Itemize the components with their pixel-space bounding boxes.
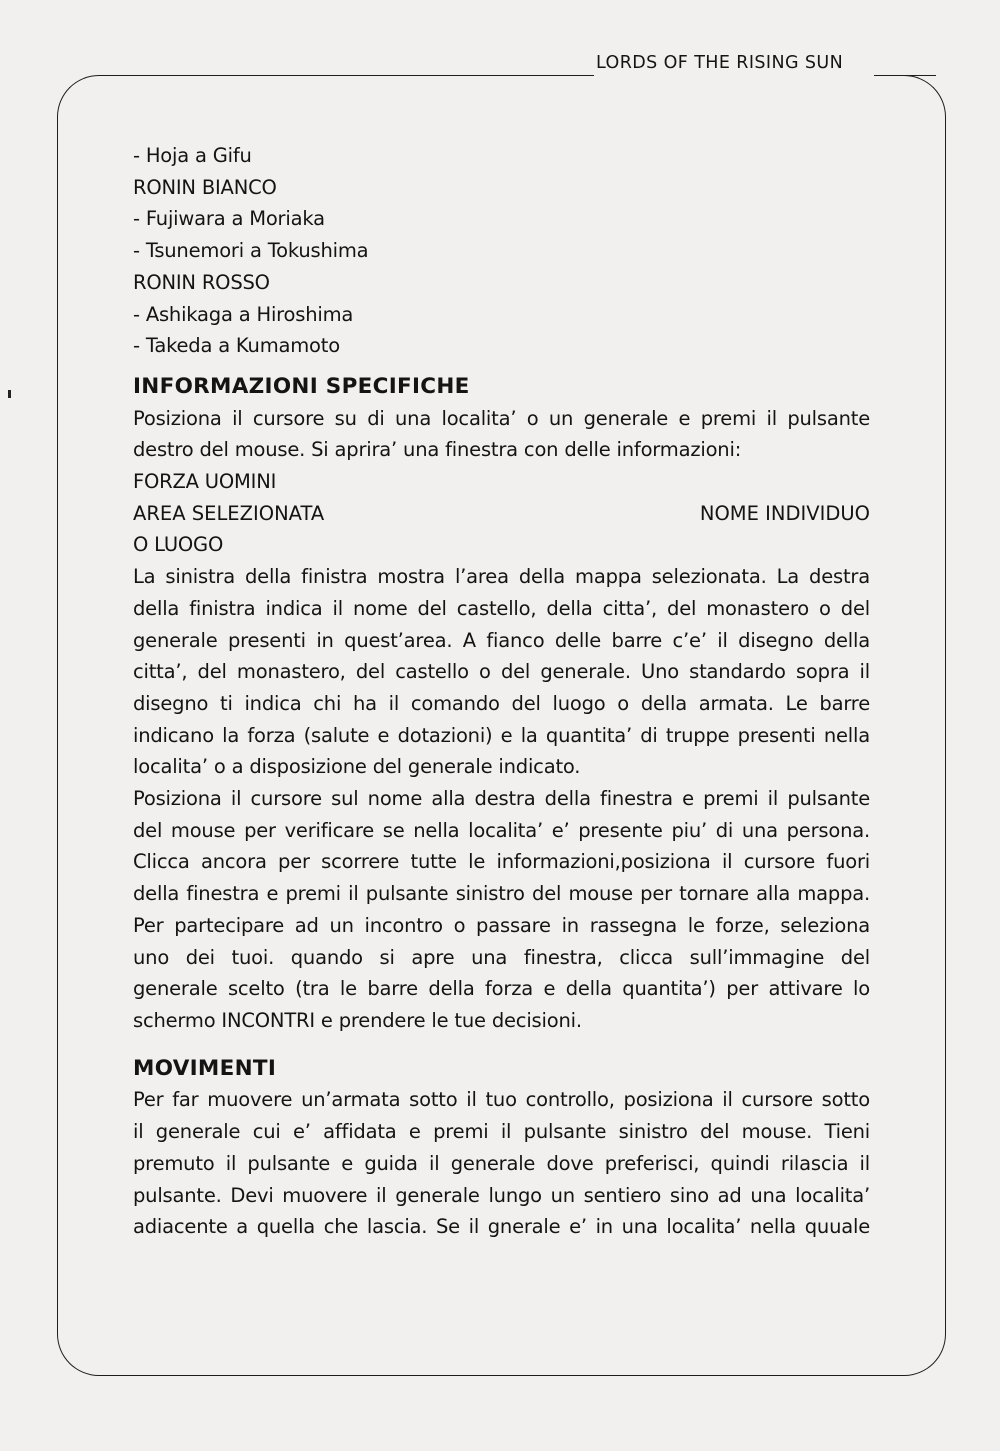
paragraph-line: del mouse per verificare se nella localita’ e’ presente piu’ di una persona.	[133, 818, 870, 842]
label-forza-uomini: FORZA UOMINI	[133, 470, 277, 494]
list-item: - Tsunemori a Tokushima	[133, 239, 369, 263]
frame-corner-top-left	[57, 75, 103, 121]
paragraph-line: schermo INCONTRI e prendere le tue decisioni.	[133, 1008, 582, 1032]
paragraph-finestra	[133, 561, 870, 783]
paragraph-line: Posiziona il cursore su di una localita’ o un generale e premi il pulsante	[133, 406, 870, 430]
ronin-list	[133, 140, 870, 362]
paragraph-line: pulsante. Devi muovere il generale lungo un sentiero sino ad una localita’	[133, 1183, 870, 1207]
section-heading-informazioni: INFORMAZIONI SPECIFICHE	[133, 373, 470, 399]
paragraph-movimenti	[133, 1084, 870, 1243]
list-item: - Takeda a Kumamoto	[133, 334, 340, 358]
paragraph-line: della finestra e premi il pulsante sinistro del mouse per tornare alla mappa.	[133, 882, 870, 906]
label-o-luogo: O LUOGO	[133, 533, 224, 557]
paragraph-line: Per far muovere un’armata sotto il tuo controllo, posiziona il cursore sotto	[133, 1088, 870, 1112]
list-item: RONIN BIANCO	[133, 175, 277, 199]
paragraph-line: disegno ti indica chi ha il comando del luogo o della armata. Le barre	[133, 691, 870, 715]
running-title: LORDS OF THE RISING SUN	[596, 53, 844, 73]
list-item: - Hoja a Gifu	[133, 144, 252, 167]
paragraph-line: generale presenti in quest’area. A fianco delle barre c’e’ il disegno della	[133, 628, 870, 652]
paragraph-line: Posiziona il cursore sul nome alla destra della finestra e premi il pulsante	[133, 787, 870, 811]
list-item: - Ashikaga a Hiroshima	[133, 302, 354, 326]
label-row	[133, 498, 870, 530]
paragraph-line: indicano la forza (salute e dotazioni) e la quantita’ di truppe presenti nella	[133, 723, 870, 747]
section-heading-movimenti: MOVIMENTI	[133, 1055, 277, 1081]
paragraph-line: citta’, del monastero, del castello o del generale. Uno standardo sopra il	[133, 660, 870, 684]
paragraph-line: Clicca ancora per scorrere tutte le informazioni,posiziona il cursore fuori	[133, 850, 870, 874]
paragraph-line: il generale cui e’ affidata e premi il pulsante sinistro del mouse. Tieni	[133, 1120, 870, 1144]
list-item: - Fujiwara a Moriaka	[133, 207, 325, 231]
margin-mark	[8, 390, 11, 398]
paragraph-line: della finistra indica il nome del castello, della citta’, del monastero o del	[133, 596, 870, 620]
frame-corner-top-right	[900, 75, 946, 121]
paragraph-line: generale scelto (tra le barre della forza e della quantita’) per attivare lo	[133, 977, 870, 1001]
paragraph-line: localita’ o a disposizione del generale indicato.	[133, 755, 581, 779]
label-nome-individuo: NOME INDIVIDUO	[699, 501, 870, 525]
page-content	[133, 140, 870, 1243]
paragraph-line: destro del mouse. Si aprira’ una finestra con delle informazioni:	[133, 438, 742, 462]
paragraph-line: La sinistra della finistra mostra l’area della mappa selezionata. La destra	[133, 565, 870, 589]
paragraph-line: uno dei tuoi. quando si apre una finestra, clicca sull’immagine del	[133, 945, 870, 969]
paragraph-cursore	[133, 783, 870, 1037]
label-area-selezionata: AREA SELEZIONATA	[133, 501, 325, 525]
paragraph-line: Per partecipare ad un incontro o passare in rassegna le forze, seleziona	[133, 913, 870, 937]
paragraph-line: adiacente a quella che lascia. Se il gnerale e’ in una localita’ nella quuale	[133, 1215, 870, 1239]
paragraph-line: premuto il pulsante e guida il generale dove preferisci, quindi rilascia il	[133, 1151, 870, 1175]
header-rule-left	[102, 75, 594, 76]
list-item: RONIN ROSSO	[133, 270, 270, 294]
